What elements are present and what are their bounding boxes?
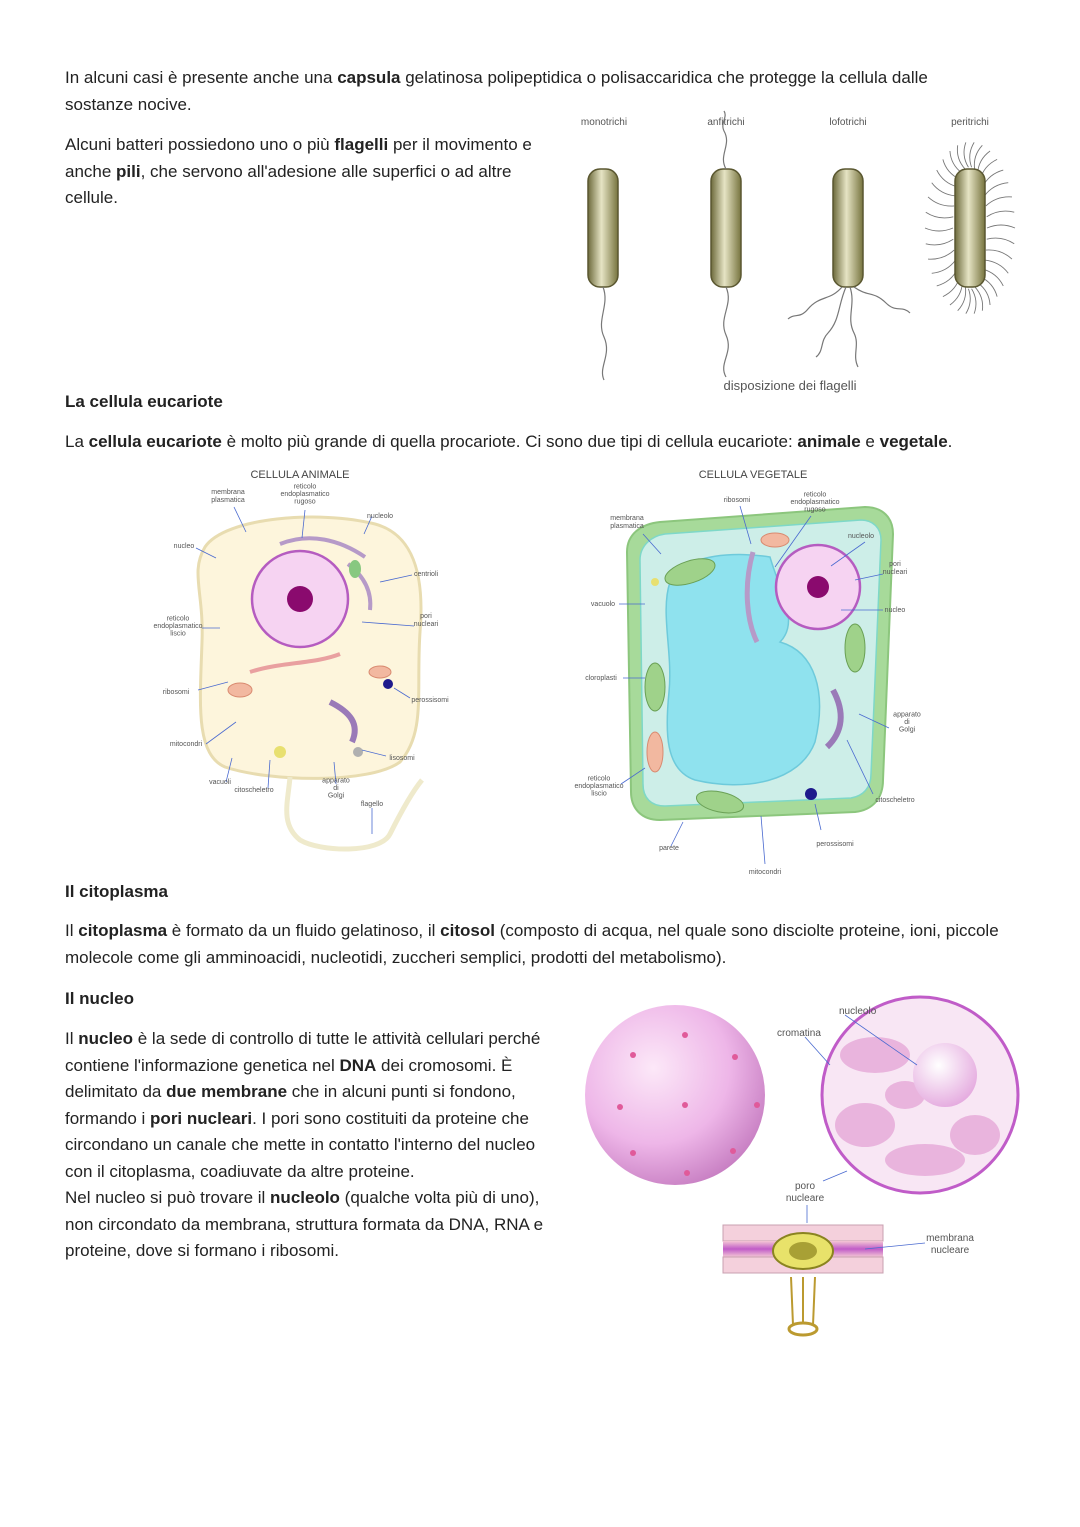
animal-label-mitocondri: mitocondri	[169, 741, 203, 748]
cytoplasm-paragraph	[65, 918, 1025, 971]
plant-label-membrana: membrana plasmatica	[610, 515, 644, 530]
animal-label-ser: reticolo endoplasmatico liscio	[153, 615, 203, 638]
text-run: e	[860, 432, 880, 451]
bold-term: animale	[797, 432, 861, 451]
nucleus-section	[822, 997, 1018, 1193]
label-lofotrichi: lofotrichi	[829, 117, 867, 128]
text-run: che in alcuni punti si fondono, formando i	[65, 1082, 516, 1128]
peritrichous-flagellum	[925, 228, 953, 231]
animal-label-golgi: apparato di Golgi	[322, 777, 350, 800]
nucleus-diagram	[575, 995, 1035, 1350]
text-run: In alcuni casi è presente anche una	[65, 68, 338, 87]
animal-label-nucleo: nucleo	[173, 543, 195, 550]
peritrichous-flagellum	[974, 145, 982, 169]
text-run: Il	[65, 1029, 79, 1048]
plant-label-ser: reticolo endoplasmatico liscio	[574, 775, 624, 798]
text-run: Nel nucleo si può trovare il	[65, 1188, 271, 1207]
peritrichous-flagellum	[958, 287, 966, 311]
peritrichous-flagellum	[926, 212, 954, 218]
text-run: (qualche volta più di uno), non circondato da membrana, struttura formata da DNA, RNA e proteine, dove si formano i ribosomi.	[65, 1188, 544, 1260]
heading-cytoplasm: Il citoplasma	[65, 882, 168, 901]
nucleus-sphere	[585, 1005, 765, 1185]
animal-label-citoscheletro: citoscheletro	[234, 787, 274, 794]
peritrichous-flagellum	[932, 260, 956, 273]
peritrichous-flagellum	[928, 250, 954, 259]
plant-label-nucleo: nucleo	[884, 607, 906, 614]
bold-term: DNA	[339, 1055, 377, 1075]
bold-term: nucleo	[78, 1029, 134, 1048]
animal-label-lisosomi: lisosomi	[389, 755, 415, 762]
peritrichous-flagellum	[987, 225, 1015, 228]
animal-label-membrana: membrana plasmatica	[211, 489, 245, 504]
plant-label-mitocondri: mitocondri	[748, 869, 782, 876]
text-run: , che servono all'adesione alle superfici o ad altre cellule.	[65, 161, 512, 207]
text-run: per il movimento e anche	[65, 135, 532, 181]
bacterium-monotrichous	[588, 169, 618, 380]
plant-cell-body	[627, 507, 893, 820]
peritrichous-flagellum	[966, 289, 970, 314]
plant-label-nucleolo: nucleolo	[847, 533, 875, 540]
bold-term: flagelli	[334, 135, 389, 154]
heading-nucleus: Il nucleo	[65, 989, 134, 1008]
peritrichous-flagellum	[987, 211, 1015, 217]
nucleus-label-membrana: membrana nucleare	[926, 1233, 974, 1256]
peritrichous-flagellum	[987, 238, 1015, 244]
plant-cell-diagram	[565, 462, 945, 882]
peritrichous-flagellum	[986, 197, 1012, 206]
text-run: dei cromosomi. È delimitato da	[65, 1055, 513, 1101]
label-anfitrichi: anfitrichi	[707, 117, 745, 128]
bold-term: nucleolo	[270, 1188, 340, 1207]
bacterium-lophotrichous	[788, 169, 910, 367]
text-run: .	[947, 432, 953, 451]
bold-term: citoplasma	[78, 921, 168, 940]
text-run: . I pori sono costituiti da proteine che circondano un canale che mette in contatto l'interno del nucleo con il citoplasma, coadiuvate da altre proteine.	[65, 1108, 536, 1181]
plant-label-vacuolo: vacuolo	[590, 601, 616, 608]
bacterium-amphitrichous	[711, 111, 741, 377]
nucleus-paragraph	[65, 1026, 565, 1265]
animal-label-perossisomi: perossisomi	[411, 697, 449, 704]
text-run: è molto più grande di quella procariote. Ci sono due tipi di cellula eucariote:	[221, 432, 798, 451]
plant-label-golgi: apparato di Golgi	[893, 711, 921, 734]
peritrichous-flagellum	[928, 197, 954, 206]
plant-label-cloroplasti: cloroplasti	[585, 675, 617, 682]
text-run: è la sede di controllo di tutte le attività cellulari perché contiene l'informazione genetica nel	[65, 1029, 541, 1075]
plant-label-citoscheletro: citoscheletro	[875, 797, 915, 804]
animal-cell-body	[198, 517, 422, 849]
animal-label-flagello: flagello	[360, 801, 384, 808]
bacterium-peritrichous	[925, 142, 1015, 313]
bold-term: capsula	[337, 68, 401, 87]
plant-label-parete: parete	[659, 845, 679, 852]
animal-label-centrioli: centrioli	[413, 571, 439, 578]
animal-label-vacuoli: vacuoli	[209, 779, 231, 786]
text-run: Il	[65, 921, 79, 940]
bold-term: citosol	[440, 921, 495, 940]
text-run: è formato da un fluido gelatinoso, il	[167, 921, 441, 940]
animal-label-nucleolo: nucleolo	[366, 513, 394, 520]
bold-term: vegetale	[879, 432, 948, 451]
animal-label-ribosomi: ribosomi	[162, 689, 190, 696]
label-peritrichi: peritrichi	[951, 117, 989, 128]
plant-label-pori: pori nucleari	[882, 561, 908, 576]
bold-term: pili	[116, 161, 141, 181]
animal-label-rer: reticolo endoplasmatico rugoso	[280, 483, 330, 506]
nucleus-label-nucleolo: nucleolo	[839, 1006, 877, 1017]
heading-eukaryote: La cellula eucariote	[65, 392, 223, 411]
peritrichous-flagellum	[986, 250, 1012, 259]
text-run: gelatinosa polipeptidica o polisaccaridica che protegge la cellula dalle sostanze nocive.	[65, 68, 928, 114]
animal-cell-diagram	[150, 462, 450, 867]
text-run: (composto di acqua, nel quale sono disciolte proteine, ioni, piccole molecole come gli amminoacidi, nucleotidi, zuccheri semplici, prodotti del metabolismo).	[65, 921, 999, 967]
flagella-caption: disposizione dei flagelli	[723, 378, 857, 393]
nuclear-pore-detail	[723, 1225, 883, 1335]
text-run: La	[65, 432, 89, 451]
peritrichous-flagellum	[972, 289, 976, 314]
peritrichous-flagellum	[964, 142, 968, 167]
peritrichous-flagellum	[984, 183, 1008, 196]
text-run: Alcuni batteri possiedono uno o più	[65, 135, 335, 154]
bold-term: cellula eucariote	[88, 432, 222, 451]
plant-label-perossisomi: perossisomi	[816, 841, 854, 848]
plant-cell-title: CELLULA VEGETALE	[698, 469, 808, 481]
flagella-arrangement-figure	[570, 105, 1050, 405]
bold-term: due membrane	[166, 1082, 288, 1101]
plant-label-ribosomi: ribosomi	[723, 497, 751, 504]
animal-cell-title: CELLULA ANIMALE	[250, 469, 350, 481]
animal-label-pori: pori nucleari	[413, 613, 439, 628]
intro-flagella-paragraph	[65, 132, 565, 212]
label-monotrichi: monotrichi	[580, 117, 628, 128]
bold-term: pori nucleari	[150, 1108, 253, 1128]
peritrichous-flagellum	[970, 142, 974, 167]
nucleus-label-poro: poro nucleare	[785, 1181, 825, 1204]
plant-label-rer: reticolo endoplasmatico rugoso	[790, 491, 840, 514]
eukaryote-paragraph	[65, 429, 1045, 456]
nucleus-label-cromatina: cromatina	[777, 1028, 821, 1039]
peritrichous-flagellum	[926, 239, 954, 245]
